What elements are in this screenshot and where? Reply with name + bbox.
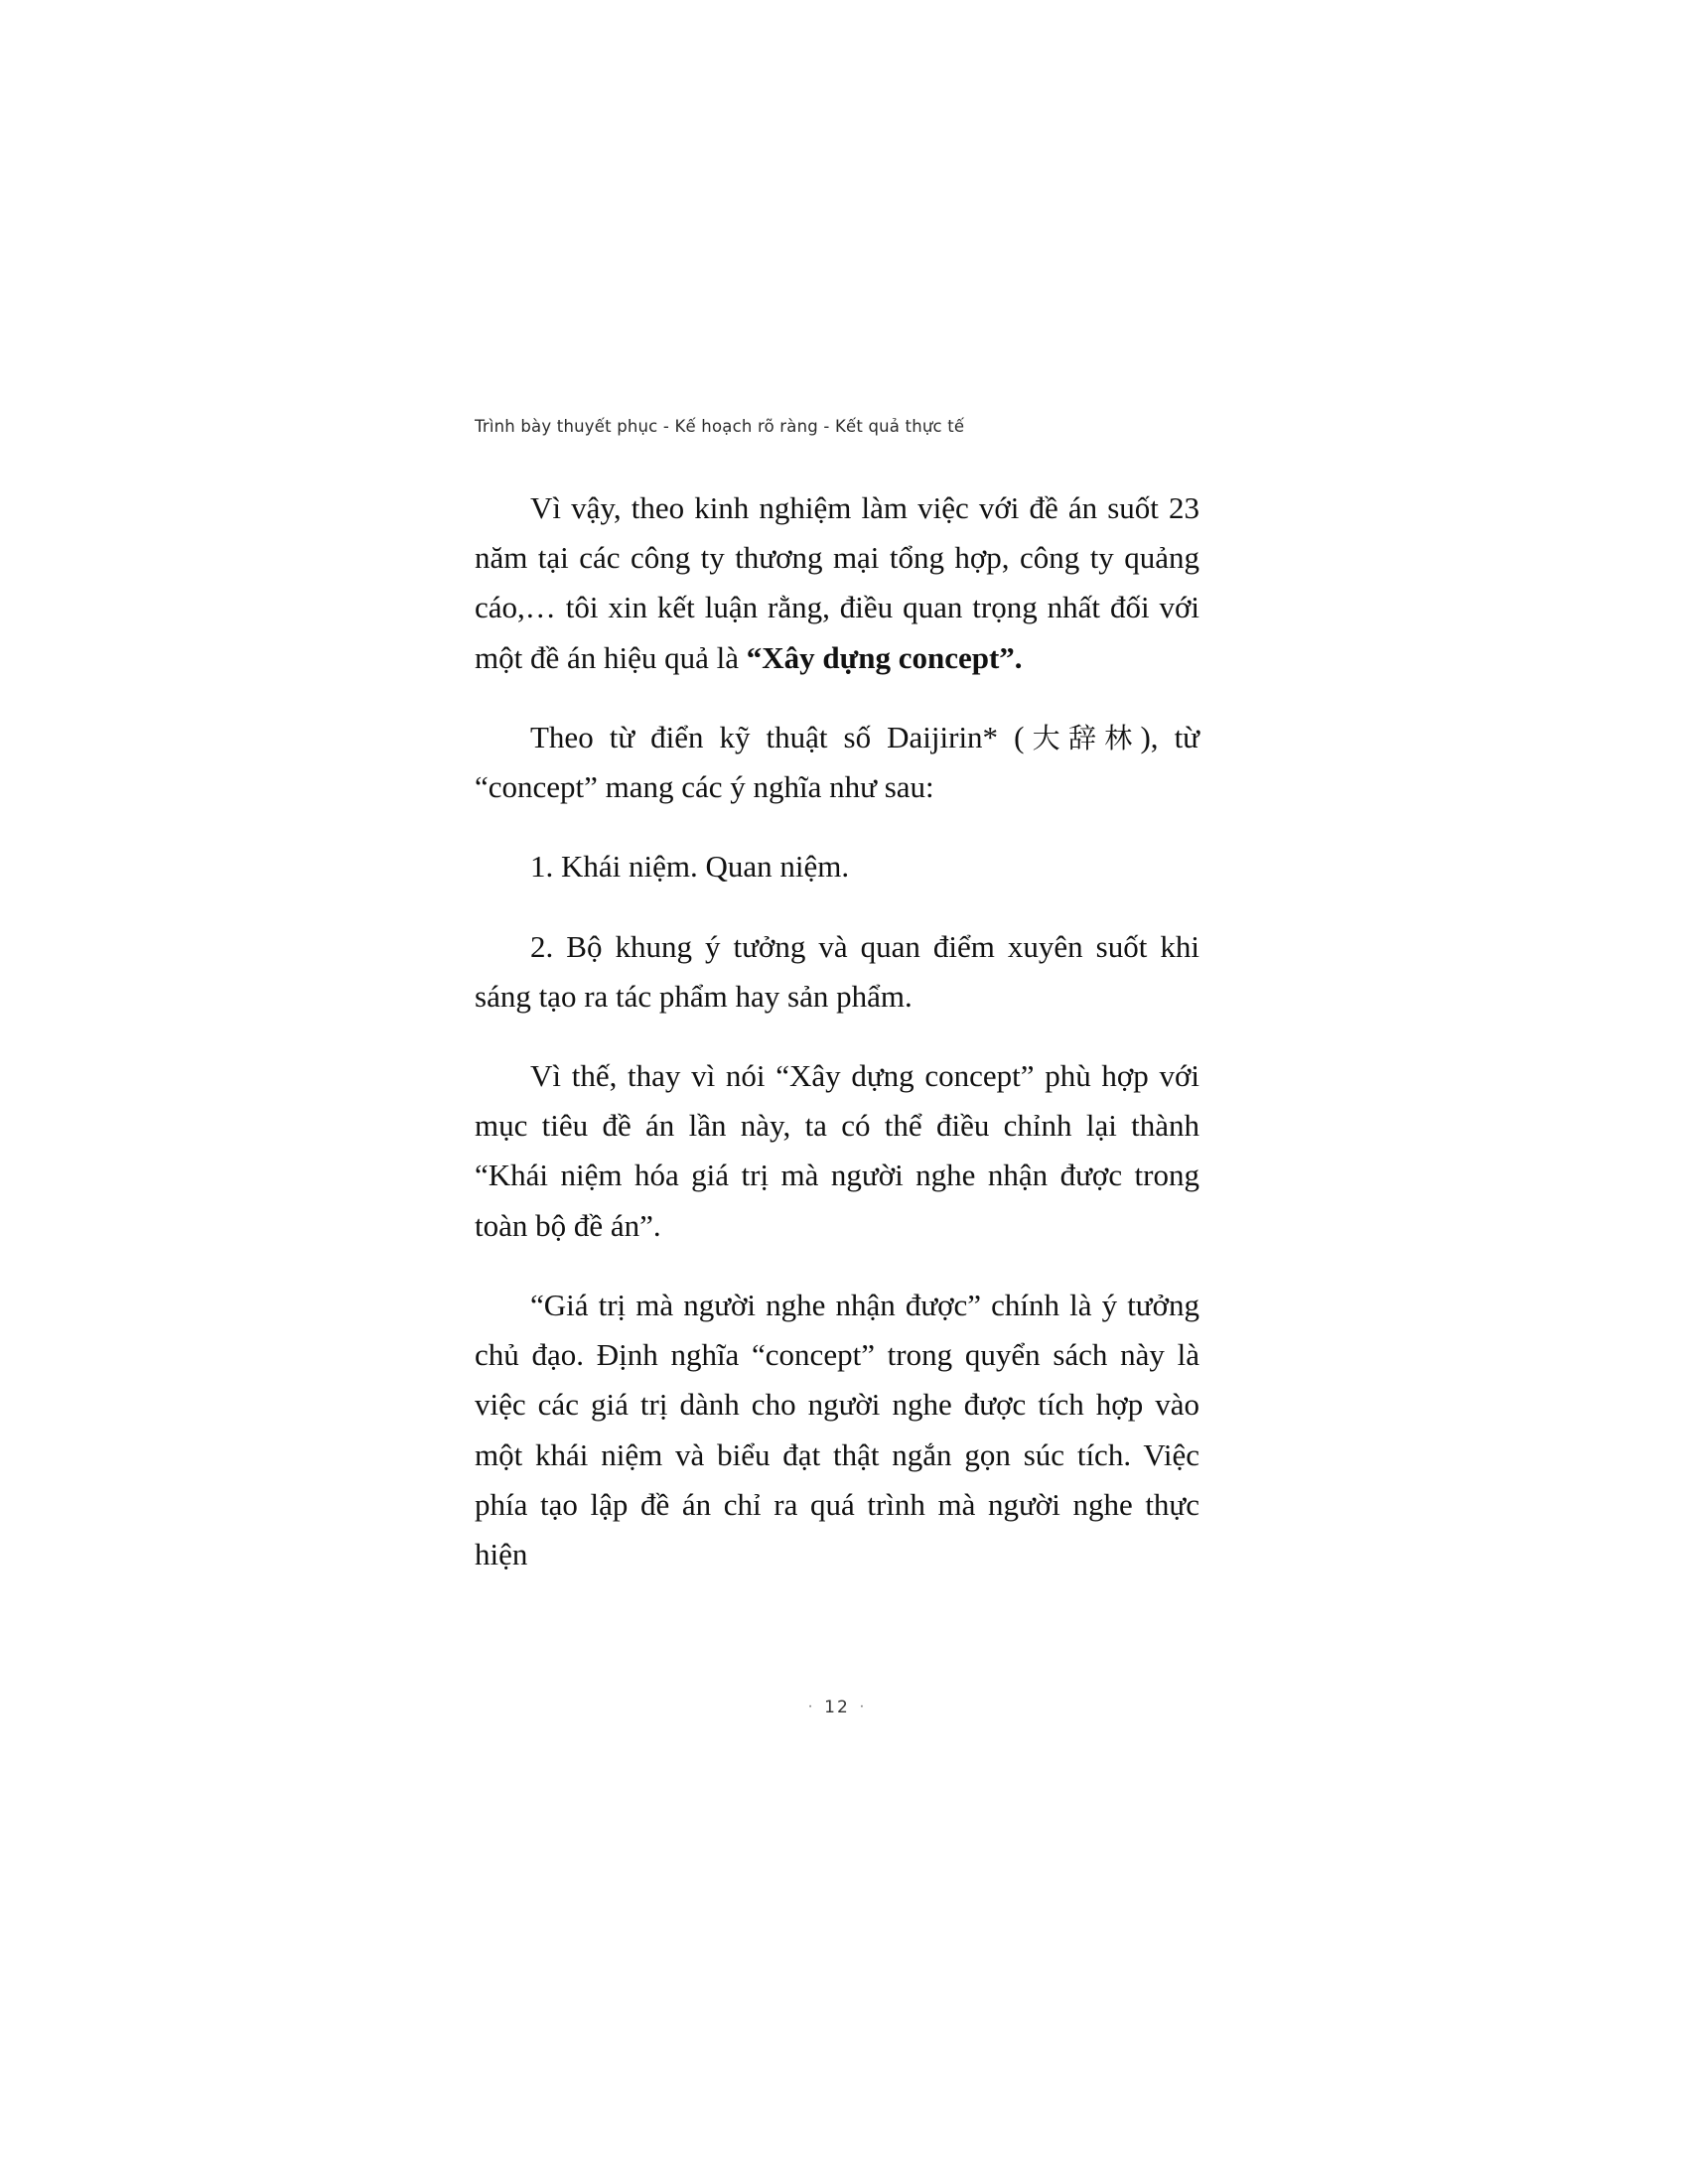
page-folio (475, 1698, 1199, 1717)
paragraph-2 (475, 713, 1199, 812)
folio-right-dot: · (859, 1700, 866, 1715)
paragraph-1 (475, 483, 1199, 683)
page-text-block (475, 417, 1199, 1609)
paragraph-3: Vì thế, thay vì nói “Xây dựng concept” phù hợp với mục tiêu đề án lần này, ta có thể điều chỉnh lại thành “Khái niệm hóa giá trị mà người nghe nhận được trong toàn bộ đề án”. (475, 1057, 1199, 1243)
paragraph-2-text-b: ), từ “concept” mang các ý nghĩa như sau: (475, 719, 1199, 805)
running-head: Trình bày thuyết phục - Kế hoạch rõ ràng - Kết quả thực tế (475, 417, 965, 436)
paragraph-2-text-a: Theo từ điển kỹ thuật số Daijirin* ( (530, 719, 1025, 754)
list-item-1: 1. Khái niệm. Quan niệm. (530, 849, 850, 885)
paragraph-4: “Giá trị mà người nghe nhận được” chính là ý tưởng chủ đạo. Định nghĩa “concept” trong quyển sách này là việc các giá trị dành cho người nghe được tích hợp vào một khái niệm và biểu đạt thật ngắn gọn súc tích. Việc phía tạo lập đề án chỉ ra quá trình mà người nghe thực hiện (475, 1287, 1199, 1571)
folio-left-dot: · (808, 1700, 815, 1715)
paragraph-2-cjk-term: 大辞林 (1024, 721, 1141, 754)
list-item-2: 2. Bộ khung ý tưởng và quan điểm xuyên suốt khi sáng tạo ra tác phẩm hay sản phẩm. (475, 928, 1199, 1014)
paragraph-1-text: Vì vậy, theo kinh nghiệm làm việc với đề án suốt 23 năm tại các công ty thương mại tổng hợp, công ty quảng cáo,… tôi xin kết luận rằng, điều quan trọng nhất đối với một đề án hiệu quả là (475, 490, 1199, 675)
paragraph-1-bold-phrase: “Xây dựng concept”. (746, 639, 1023, 675)
page-number: 12 (824, 1698, 850, 1717)
